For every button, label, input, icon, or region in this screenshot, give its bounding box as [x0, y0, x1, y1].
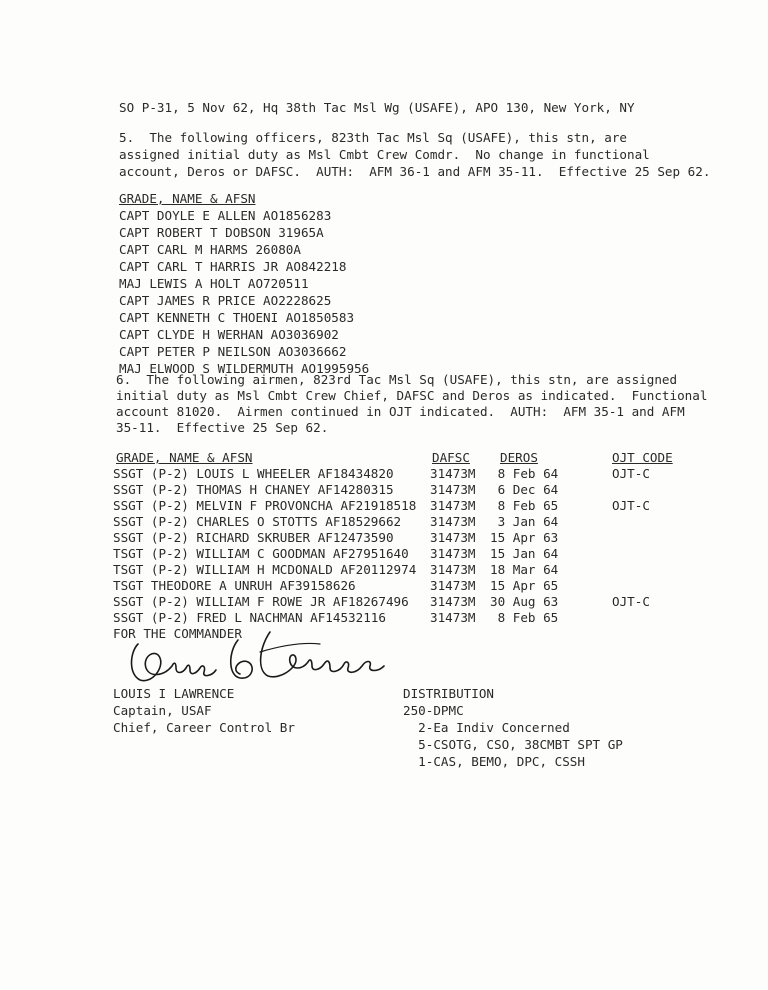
airman-deros: 15 Apr 65 — [490, 578, 559, 593]
airman-dafsc: 31473M — [430, 514, 476, 529]
for-the-commander: FOR THE COMMANDER — [113, 626, 242, 641]
airman-deros: 3 Jan 64 — [490, 514, 559, 529]
distribution-line: 250-DPMC — [403, 703, 464, 718]
airman-deros: 18 Mar 64 — [490, 562, 559, 577]
officer-row: CAPT CARL T HARRIS JR AO842218 — [119, 259, 347, 274]
para5-line: assigned initial duty as Msl Cmbt Crew Comdr. No change in functional — [119, 147, 650, 162]
airman-ojt: OJT-C — [612, 466, 650, 481]
airman-name: SSGT (P-2) RICHARD SKRUBER AF12473590 — [113, 530, 394, 545]
officer-row: MAJ LEWIS A HOLT AO720511 — [119, 276, 309, 291]
airmen-col-ojt: OJT CODE — [612, 450, 673, 465]
para5-line: account, Deros or DAFSC. AUTH: AFM 36-1 and AFM 35-11. Effective 25 Sep 62. — [119, 164, 711, 179]
para6-line: account 81020. Airmen continued in OJT indicated. AUTH: AFM 35-1 and AFM — [116, 404, 685, 419]
officer-row: CAPT CLYDE H WERHAN AO3036902 — [119, 327, 339, 342]
airman-dafsc: 31473M — [430, 578, 476, 593]
airman-name: TSGT THEODORE A UNRUH AF39158626 — [113, 578, 356, 593]
airman-dafsc: 31473M — [430, 546, 476, 561]
airman-deros: 8 Feb 65 — [490, 610, 559, 625]
distribution-title: DISTRIBUTION — [403, 686, 494, 701]
order-header: SO P-31, 5 Nov 62, Hq 38th Tac Msl Wg (USAFE), APO 130, New York, NY — [119, 100, 635, 115]
distribution-line: 2-Ea Indiv Concerned — [403, 720, 570, 735]
officer-row: CAPT JAMES R PRICE AO2228625 — [119, 293, 332, 308]
airman-name: SSGT (P-2) THOMAS H CHANEY AF14280315 — [113, 482, 394, 497]
airman-dafsc: 31473M — [430, 482, 476, 497]
airman-name: TSGT (P-2) WILLIAM C GOODMAN AF27951640 — [113, 546, 409, 561]
airman-dafsc: 31473M — [430, 610, 476, 625]
para5-line: 5. The following officers, 823th Tac Msl Sq (USAFE), this stn, are — [119, 130, 627, 145]
airman-name: SSGT (P-2) LOUIS L WHEELER AF18434820 — [113, 466, 394, 481]
airman-name: SSGT (P-2) MELVIN F PROVONCHA AF21918518 — [113, 498, 417, 513]
officer-row: CAPT CARL M HARMS 26080A — [119, 242, 301, 257]
officers-column-header: GRADE, NAME & AFSN — [119, 191, 256, 206]
airman-ojt: OJT-C — [612, 594, 650, 609]
airman-deros: 15 Jan 64 — [490, 546, 559, 561]
para6-line: initial duty as Msl Cmbt Crew Chief, DAFSC and Deros as indicated. Functional — [116, 388, 708, 403]
distribution-line: 5-CSOTG, CSO, 38CMBT SPT GP — [403, 737, 623, 752]
officer-row: MAJ ELWOOD S WILDERMUTH AO1995956 — [119, 361, 370, 376]
airman-dafsc: 31473M — [430, 498, 476, 513]
airman-deros: 30 Aug 63 — [490, 594, 559, 609]
airmen-col-deros: DEROS — [500, 450, 538, 465]
airman-dafsc: 31473M — [430, 466, 476, 481]
airman-dafsc: 31473M — [430, 594, 476, 609]
officer-row: CAPT DOYLE E ALLEN AO1856283 — [119, 208, 332, 223]
airman-name: SSGT (P-2) WILLIAM F ROWE JR AF18267496 — [113, 594, 409, 609]
signer-rank: Captain, USAF — [113, 703, 212, 718]
para6-line: 6. The following airmen, 823rd Tac Msl Sq (USAFE), this stn, are assigned — [116, 372, 678, 387]
signer-title: Chief, Career Control Br — [113, 720, 295, 735]
para6-line: 35-11. Effective 25 Sep 62. — [116, 420, 329, 435]
airman-name: SSGT (P-2) FRED L NACHMAN AF14532116 — [113, 610, 386, 625]
airman-ojt: OJT-C — [612, 498, 650, 513]
airmen-col-name: GRADE, NAME & AFSN — [116, 450, 253, 465]
airman-deros: 8 Feb 64 — [490, 466, 559, 481]
handwritten-signature — [120, 622, 390, 692]
airman-name: TSGT (P-2) WILLIAM H MCDONALD AF20112974 — [113, 562, 417, 577]
signer-name: LOUIS I LAWRENCE — [113, 686, 235, 701]
airmen-col-dafsc: DAFSC — [432, 450, 470, 465]
airman-deros: 6 Dec 64 — [490, 482, 559, 497]
officer-row: CAPT PETER P NEILSON AO3036662 — [119, 344, 347, 359]
airman-name: SSGT (P-2) CHARLES O STOTTS AF18529662 — [113, 514, 402, 529]
airman-deros: 8 Feb 65 — [490, 498, 559, 513]
officer-row: CAPT KENNETH C THOENI AO1850583 — [119, 310, 355, 325]
airman-dafsc: 31473M — [430, 562, 476, 577]
distribution-line: 1-CAS, BEMO, DPC, CSSH — [403, 754, 585, 769]
airman-dafsc: 31473M — [430, 530, 476, 545]
officer-row: CAPT ROBERT T DOBSON 31965A — [119, 225, 324, 240]
airman-deros: 15 Apr 63 — [490, 530, 559, 545]
